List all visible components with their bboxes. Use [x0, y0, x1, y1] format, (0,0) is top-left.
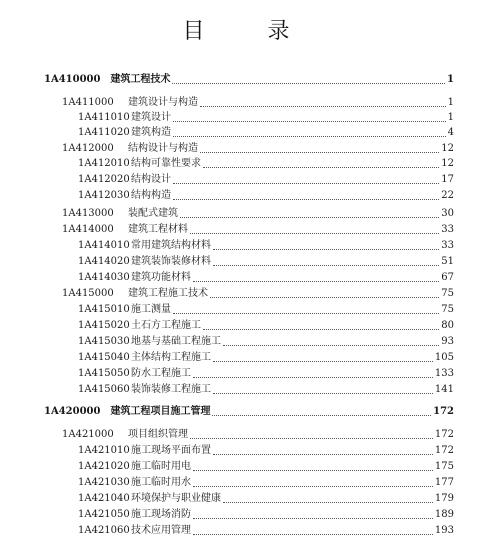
toc-entry-title: 装配式建筑 [128, 208, 178, 219]
toc-entry [78, 158, 454, 170]
toc-entry-code: 1A421050 [78, 509, 130, 520]
toc-entry-page-number: 133 [434, 368, 454, 379]
toc-entry-page-number: 51 [441, 256, 454, 267]
toc-entry [78, 352, 454, 364]
toc-entry [78, 384, 454, 396]
dot-leader [213, 453, 433, 455]
toc-entry-page-number: 193 [434, 525, 454, 536]
dot-leader [213, 248, 439, 250]
toc-entry-code: 1A421030 [78, 477, 130, 488]
dot-leader [213, 264, 439, 266]
toc-entry-code: 1A421010 [78, 445, 130, 456]
dot-leader [193, 485, 433, 487]
toc-entry-page-number: 1 [447, 74, 454, 85]
toc-entry [62, 208, 454, 220]
toc-entry-page-number: 141 [434, 384, 454, 395]
toc-entry-page-number: 175 [434, 461, 454, 472]
toc-entry-code: 1A421000 [62, 429, 114, 440]
page-title: 目 录 [182, 19, 318, 44]
toc-entry-page-number: 93 [441, 336, 454, 347]
toc-entry [62, 288, 454, 300]
toc-entry-title: 建筑构造 [131, 127, 171, 138]
toc-entry-code: 1A414000 [62, 224, 114, 235]
toc-entry-title: 建筑工程材料 [128, 224, 188, 235]
toc-entry-title: 装饰装修工程施工 [131, 384, 211, 395]
toc-entry-code: 1A414010 [78, 240, 130, 251]
toc-entry [78, 509, 454, 521]
toc-entry-title: 技术应用管理 [131, 525, 191, 536]
dot-leader [172, 82, 445, 84]
toc-entry-title: 施工现场消防 [131, 509, 191, 520]
toc-entry-code: 1A411000 [62, 97, 114, 108]
toc-entry [78, 320, 454, 332]
toc-entry-page-number: 30 [441, 208, 454, 219]
dot-leader [173, 135, 446, 137]
toc-entry [78, 112, 454, 124]
dot-leader [203, 328, 439, 330]
toc-entry-title: 地基与基础工程施工 [131, 336, 221, 347]
toc-entry-title: 项目组织管理 [128, 429, 188, 440]
toc-entry [78, 477, 454, 489]
dot-leader [193, 517, 433, 519]
toc-entry [78, 368, 454, 380]
toc-entry-title: 建筑功能材料 [131, 272, 191, 283]
toc-entry-code: 1A411020 [78, 127, 130, 138]
toc-entry [62, 97, 454, 109]
dot-leader [173, 182, 439, 184]
dot-leader [210, 296, 439, 298]
dot-leader [193, 280, 439, 282]
toc-entry-code: 1A412030 [78, 190, 130, 201]
toc-entry-code: 1A415010 [78, 304, 130, 315]
dot-leader [213, 392, 433, 394]
toc-entry-page-number: 17 [441, 174, 454, 185]
toc-entry-title: 结构设计与构造 [128, 143, 198, 154]
toc-entry-title: 建筑设计与构造 [128, 97, 198, 108]
toc-entry [78, 127, 454, 139]
toc-entry-title: 土石方工程施工 [131, 320, 201, 331]
toc-entry-code: 1A415050 [78, 368, 130, 379]
toc-entry-title: 结构可靠性要求 [131, 158, 201, 169]
toc-entry [62, 224, 454, 236]
toc-entry-page-number: 33 [441, 240, 454, 251]
toc-entry-title: 施工测量 [131, 304, 171, 315]
toc-entry-title: 结构构造 [131, 190, 171, 201]
toc-entry-page-number: 75 [441, 304, 454, 315]
toc-entry [44, 74, 454, 86]
toc-entry-code: 1A412000 [62, 143, 114, 154]
toc-entry [78, 445, 454, 457]
toc-entry-page-number: 172 [434, 429, 454, 440]
toc-entry-title: 建筑装饰装修材料 [131, 256, 211, 267]
dot-leader [190, 232, 439, 234]
toc-entry-code: 1A412020 [78, 174, 130, 185]
toc-entry-title: 防水工程施工 [131, 368, 191, 379]
toc-entry-code: 1A415040 [78, 352, 130, 363]
toc-entry-page-number: 105 [434, 352, 454, 363]
toc-entry-title: 施工临时用电 [131, 461, 191, 472]
toc-entry-code: 1A414020 [78, 256, 130, 267]
toc-entry-title: 建筑工程项目施工管理 [110, 406, 211, 417]
toc-entry-title: 常用建筑结构材料 [131, 240, 211, 251]
dot-leader [193, 376, 433, 378]
toc-entry-code: 1A414030 [78, 272, 130, 283]
toc-entry-page-number: 33 [441, 224, 454, 235]
toc-entry-code: 1A421040 [78, 493, 130, 504]
toc-entry-code: 1A421020 [78, 461, 130, 472]
dot-leader [203, 166, 439, 168]
toc-entry-page-number: 1 [447, 97, 454, 108]
toc-entry [62, 143, 454, 155]
toc-entry-page-number: 1 [447, 112, 454, 123]
toc-entry-page-number: 67 [441, 272, 454, 283]
toc-entry-title: 主体结构工程施工 [131, 352, 211, 363]
dot-leader [173, 198, 439, 200]
toc-entry-title: 环境保护与职业健康 [131, 493, 221, 504]
toc-entry [78, 190, 454, 202]
dot-leader [200, 105, 446, 107]
toc-entry-code: 1A411010 [78, 112, 130, 123]
dot-leader [223, 501, 433, 503]
toc-entry-code: 1A412010 [78, 158, 130, 169]
dot-leader [180, 216, 439, 218]
toc-entry-code: 1A410000 [44, 74, 101, 85]
toc-entry [78, 256, 454, 268]
dot-leader [193, 469, 433, 471]
toc-entry [78, 493, 454, 505]
toc-entry-page-number: 172 [434, 445, 454, 456]
toc-entry-page-number: 4 [447, 127, 454, 138]
toc-entry-page-number: 22 [441, 190, 454, 201]
toc-entry [44, 406, 454, 418]
toc-entry-title: 施工现场平面布置 [131, 445, 211, 456]
toc-entry [78, 304, 454, 316]
toc-entry-page-number: 75 [441, 288, 454, 299]
toc-entry-code: 1A415000 [62, 288, 114, 299]
toc-entry [78, 336, 454, 348]
toc-entry [78, 525, 454, 537]
dot-leader [173, 312, 439, 314]
toc-entry-page-number: 189 [434, 509, 454, 520]
toc-entry [78, 174, 454, 186]
toc-entry-title: 建筑工程施工技术 [128, 288, 208, 299]
toc-entry-title: 施工临时用水 [131, 477, 191, 488]
dot-leader [200, 151, 439, 153]
toc-entry-code: 1A420000 [44, 406, 101, 417]
dot-leader [223, 344, 439, 346]
toc-entry-page-number: 177 [434, 477, 454, 488]
toc-entry-title: 结构设计 [131, 174, 171, 185]
toc-entry-code: 1A421060 [78, 525, 130, 536]
dot-leader [213, 360, 433, 362]
toc-entry [62, 429, 454, 441]
toc-entry-page-number: 179 [434, 493, 454, 504]
toc-entry-page-number: 80 [441, 320, 454, 331]
toc-entry [78, 272, 454, 284]
toc-entry [78, 461, 454, 473]
toc-entry-code: 1A413000 [62, 208, 114, 219]
dot-leader [190, 437, 433, 439]
toc-entry-code: 1A415060 [78, 384, 130, 395]
toc-entry-code: 1A415030 [78, 336, 130, 347]
toc-entry-page-number: 172 [433, 406, 454, 417]
toc-entry [78, 240, 454, 252]
toc-entry-code: 1A415020 [78, 320, 130, 331]
toc-entry-title: 建筑工程技术 [110, 74, 171, 85]
toc-entry-page-number: 12 [441, 143, 454, 154]
toc-entry-title: 建筑设计 [131, 112, 171, 123]
dot-leader [212, 414, 431, 416]
dot-leader [173, 120, 446, 122]
toc-entry-page-number: 12 [441, 158, 454, 169]
